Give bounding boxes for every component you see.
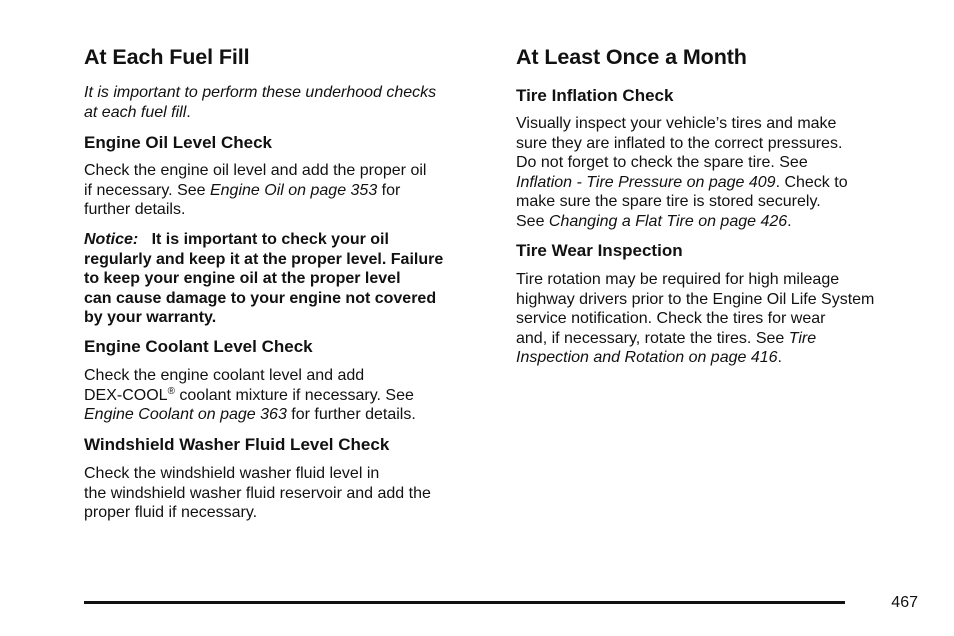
tire-pressure-page-reference[interactable]: Inflation - Tire Pressure on page 409	[516, 173, 776, 191]
coolant-line-3	[84, 405, 416, 425]
subheading-engine-oil: Engine Oil Level Check	[84, 133, 273, 152]
fuel-fill-intro	[84, 83, 436, 122]
subheading-tire-wear: Tire Wear Inspection	[516, 241, 683, 260]
washer-line-3: proper fluid if necessary.	[84, 504, 258, 521]
section-heading-fuel-fill: At Each Fuel Fill	[84, 45, 250, 69]
page-number: 467	[891, 594, 918, 611]
flat-tire-page-reference[interactable]: Changing a Flat Tire on page 426	[548, 212, 788, 230]
tire-wear-paragraph	[516, 270, 874, 368]
washer-line-1: Check the windshield washer fluid level in	[84, 465, 380, 482]
notice-line-2: regularly and keep it at the proper level. Failure	[84, 250, 444, 268]
subheading-washer-fluid: Windshield Washer Fluid Level Check	[84, 435, 390, 454]
engine-coolant-page-reference[interactable]: Engine Coolant on page 363	[84, 406, 287, 423]
intro-line-2-text: at each fuel fill	[84, 103, 187, 121]
wear-line-4-pre: and, if necessary, rotate the tires. See	[516, 329, 789, 347]
inflation-line-6	[516, 212, 848, 232]
registered-mark: ®	[167, 385, 175, 397]
notice-line-3: to keep your engine oil at the proper level	[84, 270, 401, 287]
engine-oil-page-reference[interactable]: Engine Oil on page 353	[209, 181, 378, 199]
inflation-line-1: Visually inspect your vehicle’s tires and make	[516, 115, 837, 132]
inflation-line-5: make sure the spare tire is stored securely.	[516, 193, 821, 210]
tire-inspection-page-reference-end[interactable]: Inspection and Rotation on page 416	[516, 349, 778, 366]
wear-line-5	[516, 348, 874, 368]
oil-line-3: further details.	[84, 201, 186, 218]
intro-line-2	[84, 103, 436, 123]
oil-line-2	[84, 181, 426, 201]
subheading-engine-coolant: Engine Coolant Level Check	[84, 337, 313, 356]
oil-line-2-pre: if necessary. See	[84, 181, 210, 199]
section-heading-once-a-month: At Least Once a Month	[516, 45, 747, 69]
inflation-line-6-post: .	[787, 212, 792, 230]
dex-cool-text: DEX-COOL	[84, 386, 168, 404]
notice-line-4: can cause damage to your engine not covered	[84, 289, 437, 307]
intro-line-2-tail: .	[186, 103, 191, 121]
engine-oil-paragraph	[84, 161, 426, 220]
wear-line-5-post: .	[777, 349, 782, 366]
coolant-line-2	[84, 386, 416, 406]
coolant-line-2-post: coolant mixture if necessary. See	[174, 386, 414, 404]
tire-inspection-page-reference-start[interactable]: Tire	[788, 329, 817, 347]
wear-line-1: Tire rotation may be required for high mileage	[516, 271, 840, 288]
footer-rule	[84, 601, 845, 604]
coolant-line-1: Check the engine coolant level and add	[84, 367, 365, 384]
tire-inflation-paragraph	[516, 114, 848, 231]
wear-line-2: highway drivers prior to the Engine Oil Life System	[516, 290, 875, 308]
notice-block	[84, 230, 443, 328]
notice-line-5: by your warranty.	[84, 309, 217, 326]
washer-line-2: the windshield washer fluid reservoir and add the	[84, 484, 431, 502]
notice-label: Notice:	[84, 231, 139, 248]
intro-line-1: It is important to perform these underhood checks	[84, 84, 437, 101]
inflation-line-2: sure they are inflated to the correct pressures.	[516, 134, 843, 152]
oil-line-1: Check the engine oil level and add the proper oil	[84, 162, 427, 179]
notice-line-1	[84, 230, 443, 250]
wear-line-3: service notification. Check the tires for wear	[516, 310, 826, 327]
inflation-line-3: Do not forget to check the spare tire. See	[516, 154, 808, 171]
inflation-line-6-pre: See	[516, 212, 549, 230]
inflation-line-4	[516, 173, 848, 193]
inflation-line-4-post: . Check to	[775, 173, 848, 191]
subheading-tire-inflation: Tire Inflation Check	[516, 86, 674, 105]
notice-line-1-text: It is important to check your oil	[151, 231, 389, 248]
engine-coolant-paragraph	[84, 366, 416, 425]
wear-line-4	[516, 329, 874, 349]
washer-fluid-paragraph	[84, 464, 431, 523]
oil-line-2-post: for	[377, 181, 401, 199]
coolant-line-3-post: for further details.	[286, 406, 416, 423]
